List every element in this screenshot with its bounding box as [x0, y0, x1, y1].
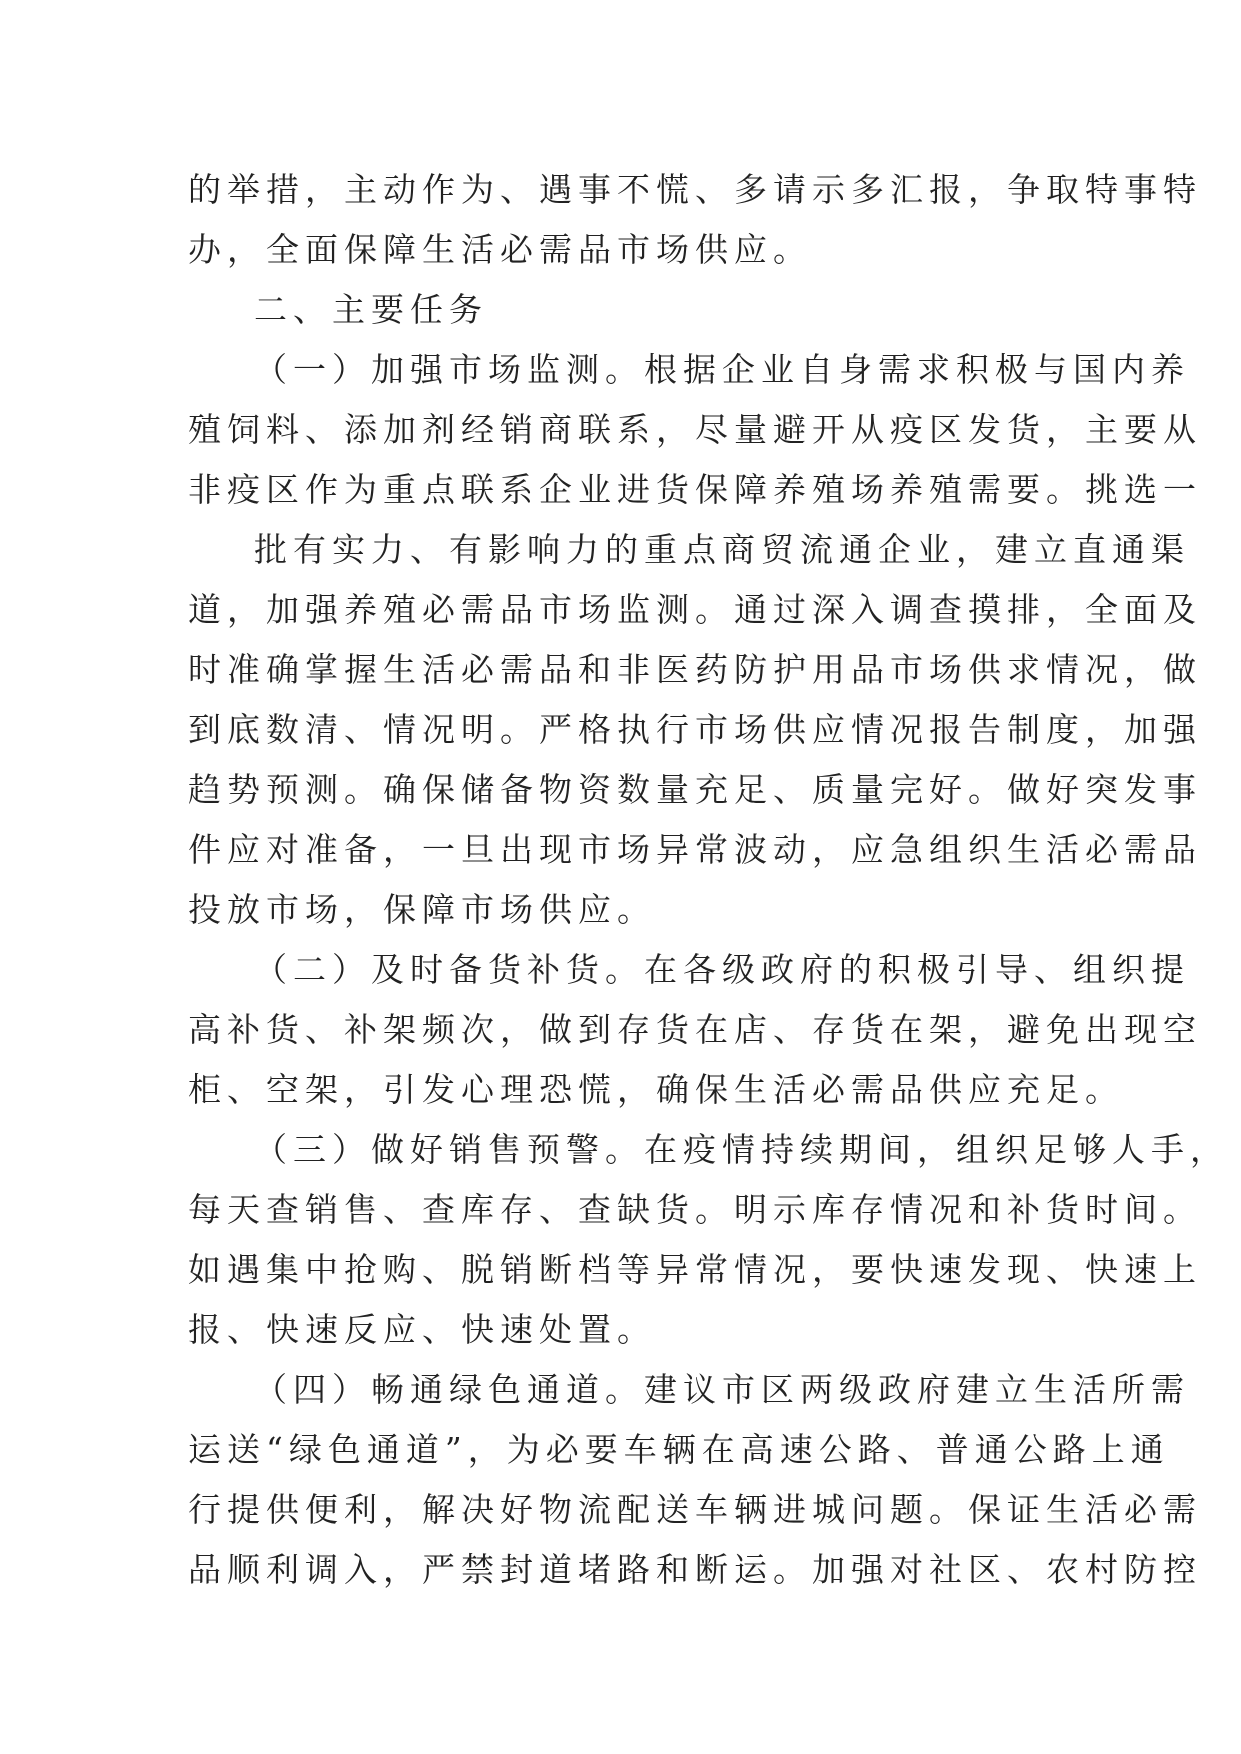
text-line: 品顺利调入，严禁封道堵路和断运。加强对社区、农村防控 — [188, 1550, 1202, 1589]
text-line: 运送“绿色通道”，为必要车辆在高速公路、普通公路上通 — [188, 1430, 1170, 1469]
text-line: 每天查销售、查库存、查缺货。明示库存情况和补货时间。 — [188, 1190, 1202, 1229]
text-line: 批有实力、有影响力的重点商贸流通企业，建立直通渠 — [254, 530, 1190, 569]
text-line: （四）畅通绿色通道。建议市区两级政府建立生活所需 — [254, 1370, 1190, 1409]
document-body — [188, 160, 1229, 1600]
text-line: 时准确掌握生活必需品和非医药防护用品市场供求情况，做 — [188, 650, 1202, 689]
text-line: （二）及时备货补货。在各级政府的积极引导、组织提 — [254, 950, 1190, 989]
text-line: 殖饲料、添加剂经销商联系，尽量避开从疫区发货，主要从 — [188, 410, 1202, 449]
text-line: 到底数清、情况明。严格执行市场供应情况报告制度，加强 — [188, 710, 1202, 749]
text-line: 办，全面保障生活必需品市场供应。 — [188, 230, 812, 269]
text-line: 投放市场，保障市场供应。 — [188, 890, 656, 929]
text-line: 非疫区作为重点联系企业进货保障养殖场养殖需要。挑选一 — [188, 470, 1202, 509]
text-line: 道，加强养殖必需品市场监测。通过深入调查摸排，全面及 — [188, 590, 1202, 629]
section-heading: 二、主要任务 — [254, 290, 488, 329]
text-line: 柜、空架，引发心理恐慌，确保生活必需品供应充足。 — [188, 1070, 1124, 1109]
text-line: 件应对准备，一旦出现市场异常波动，应急组织生活必需品 — [188, 830, 1202, 869]
text-line: 高补货、补架频次，做到存货在店、存货在架，避免出现空 — [188, 1010, 1202, 1049]
text-line: （三）做好销售预警。在疫情持续期间，组织足够人手， — [254, 1130, 1229, 1169]
text-line: 报、快速反应、快速处置。 — [188, 1310, 656, 1349]
text-line: （一）加强市场监测。根据企业自身需求积极与国内养 — [254, 350, 1190, 389]
text-line: 行提供便利，解决好物流配送车辆进城问题。保证生活必需 — [188, 1490, 1202, 1529]
text-line: 如遇集中抢购、脱销断档等异常情况，要快速发现、快速上 — [188, 1250, 1202, 1289]
text-line: 的举措，主动作为、遇事不慌、多请示多汇报，争取特事特 — [188, 170, 1202, 209]
text-line: 趋势预测。确保储备物资数量充足、质量完好。做好突发事 — [188, 770, 1202, 809]
